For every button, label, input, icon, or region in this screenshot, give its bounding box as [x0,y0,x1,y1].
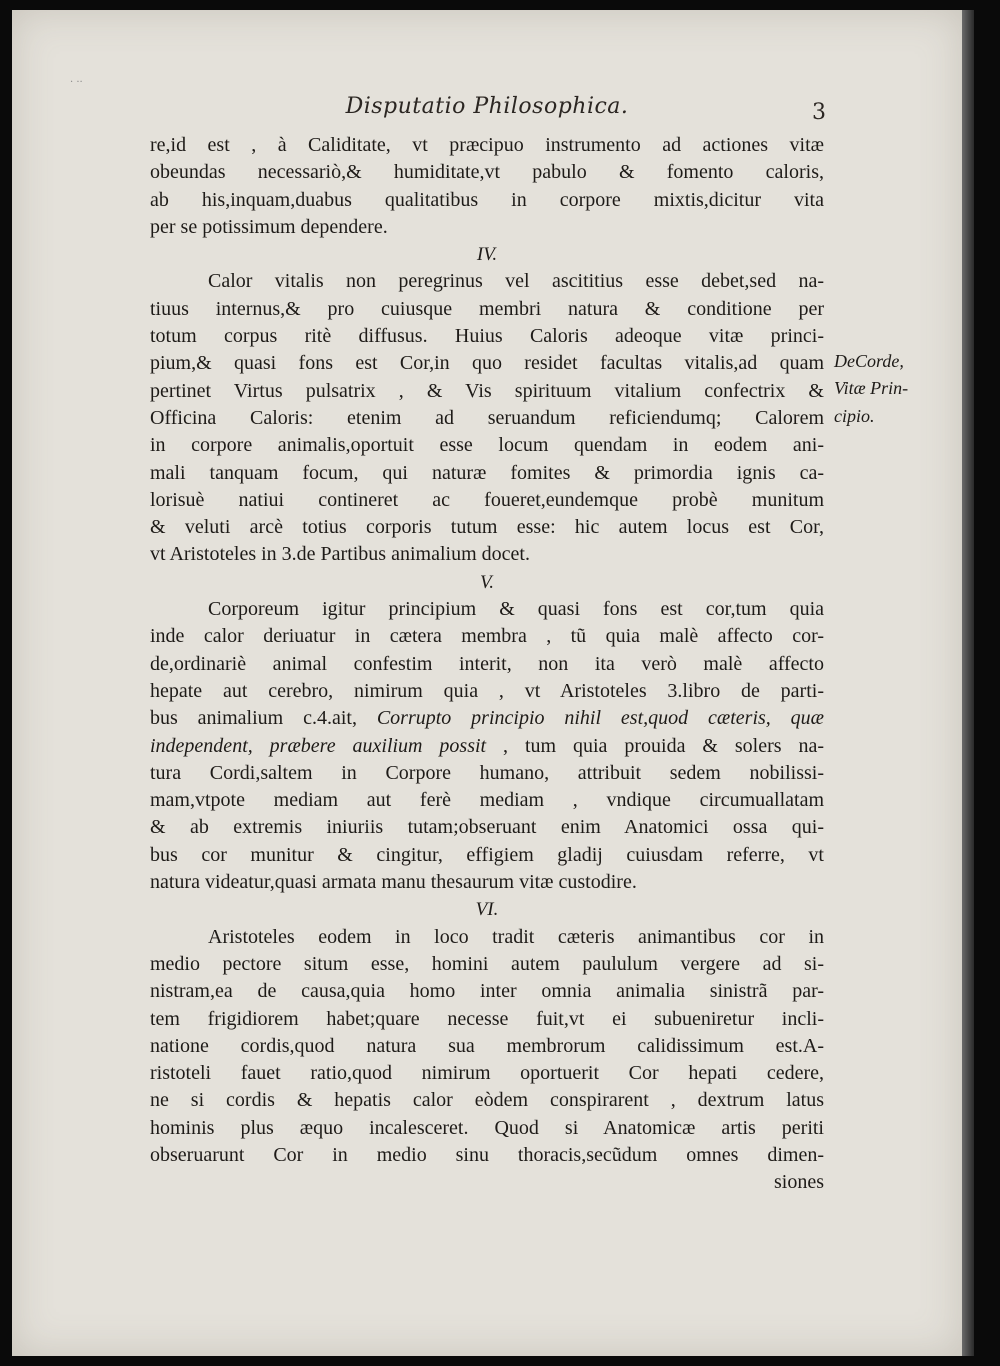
text-line: tiuus internus,& pro cuiusque membri natura & conditione per [150,297,824,320]
text-line: Corporeum igitur principium & quasi fons est cor,tum quia [208,598,824,621]
text-line: hepate aut cerebro, nimirum quia , vt Aristoteles 3.libro de parti- [150,679,824,702]
text-line: Aristoteles eodem in loco tradit cæteris animantibus cor in [208,925,824,948]
page-specks: . .. [70,74,83,85]
text-line: vt Aristoteles in 3.de Partibus animalium docet. [150,543,530,566]
text-line: Officina Caloris: etenim ad seruandum reficiendumq; Calorem [150,406,824,429]
book-spine-edge [962,10,974,1356]
text-line: natura videatur,quasi armata manu thesaurum vitæ custodire. [150,871,637,894]
section-number: V. [480,571,494,593]
text-line: lorisuè natiui contineret ac foueret,eundemque probè munitum [150,488,824,511]
text-line: & ab extremis iniuriis tutam;obseruant enim Anatomici ossa qui- [150,816,824,839]
text-line: tem frigidiorem habet;quare necesse fuit,vt ei subueniretur incli- [150,1007,824,1030]
section-number: VI. [475,899,499,921]
text-line: re,id est , à Caliditate, vt præcipuo instrumento ad actiones vitæ [150,134,824,156]
text-line: hominis plus æquo incalesceret. Quod si Anatomicæ artis periti [150,1116,824,1139]
catchword: siones [774,1171,824,1194]
text-line: ab his,inquam,duabus qualitatibus in corpore mixtis,dicitur vita [150,188,824,211]
text-line: obeundas necessariò,& humiditate,vt pabulo & fomento caloris, [150,161,824,184]
text-line: natione cordis,quod natura sua membrorum calidissimum est.A- [150,1034,824,1057]
text-line: & veluti arcè totius corporis tutum esse: hic autem locus est Cor, [150,516,824,539]
section-number: IV. [476,244,498,266]
italic-quotation: Corrupto principio nihil est,quod cæteris, quæ [376,707,825,730]
text-fragment: bus animalium c.4.ait, [150,707,377,730]
book-page [12,10,962,1356]
body-text [150,132,824,1197]
marginal-note-line: DeCorde, [834,351,904,371]
text-line: pertinet Virtus pulsatrix , & Vis spirituum vitalium confectrix & [150,379,824,402]
page-number: 3 [812,100,826,125]
text-line: per se potissimum dependere. [150,215,388,238]
text-line: mali tanquam focum, qui naturæ fomites & primordia ignis ca- [150,461,824,484]
text-line: in corpore animalis,oportuit esse locum quendam in eodem ani- [150,434,824,457]
text-line: totum corpus ritè diffusus. Huius Caloris adeoque vitæ princi- [150,325,824,348]
text-line: inde calor deriuatur in cætera membra , tũ quia malè affecto cor- [150,625,824,648]
text-line: nistram,ea de causa,quia homo inter omnia animalia sinistrã par- [150,980,824,1003]
text-line: tura Cordi,saltem in Corpore humano, attribuit sedem nobilissi- [150,761,824,784]
text-line: mam,vtpote mediam aut ferè mediam , vndique circumuallatam [150,789,824,812]
text-line: obseruarunt Cor in medio sinu thoracis,secũdum omnes dimen- [150,1143,824,1166]
text-line: de,ordinariè animal confestim interit, non ita verò malè affecto [150,652,824,675]
text-line: Calor vitalis non peregrinus vel ascititius esse debet,sed na- [208,270,824,293]
text-line: bus cor munitur & cingitur, effigiem gladij cuiusdam referre, vt [150,843,824,866]
text-line: ne si cordis & hepatis calor eòdem conspirarent , dextrum latus [150,1089,824,1112]
text-line: ristoteli fauet ratio,quod nimirum oportuerit Cor hepati cedere, [150,1062,824,1085]
marginal-note [834,348,954,430]
marginal-note-line: Vitæ Prin- [834,378,909,399]
text-fragment: , tum quia prouida & solers na- [486,734,824,757]
text-line: pium,& quasi fons est Cor,in quo residet facultas vitalis,ad quam [150,352,824,375]
text-line-with-quote [150,733,824,760]
text-line-with-quote [150,705,824,732]
italic-quotation: independent, præbere auxilium possit [150,734,487,757]
running-title: Disputatio Philosophica. [345,94,629,119]
text-line: medio pectore situm esse, homini autem paululum vergere ad si- [150,952,824,975]
marginal-note-line: cipio. [834,405,875,426]
